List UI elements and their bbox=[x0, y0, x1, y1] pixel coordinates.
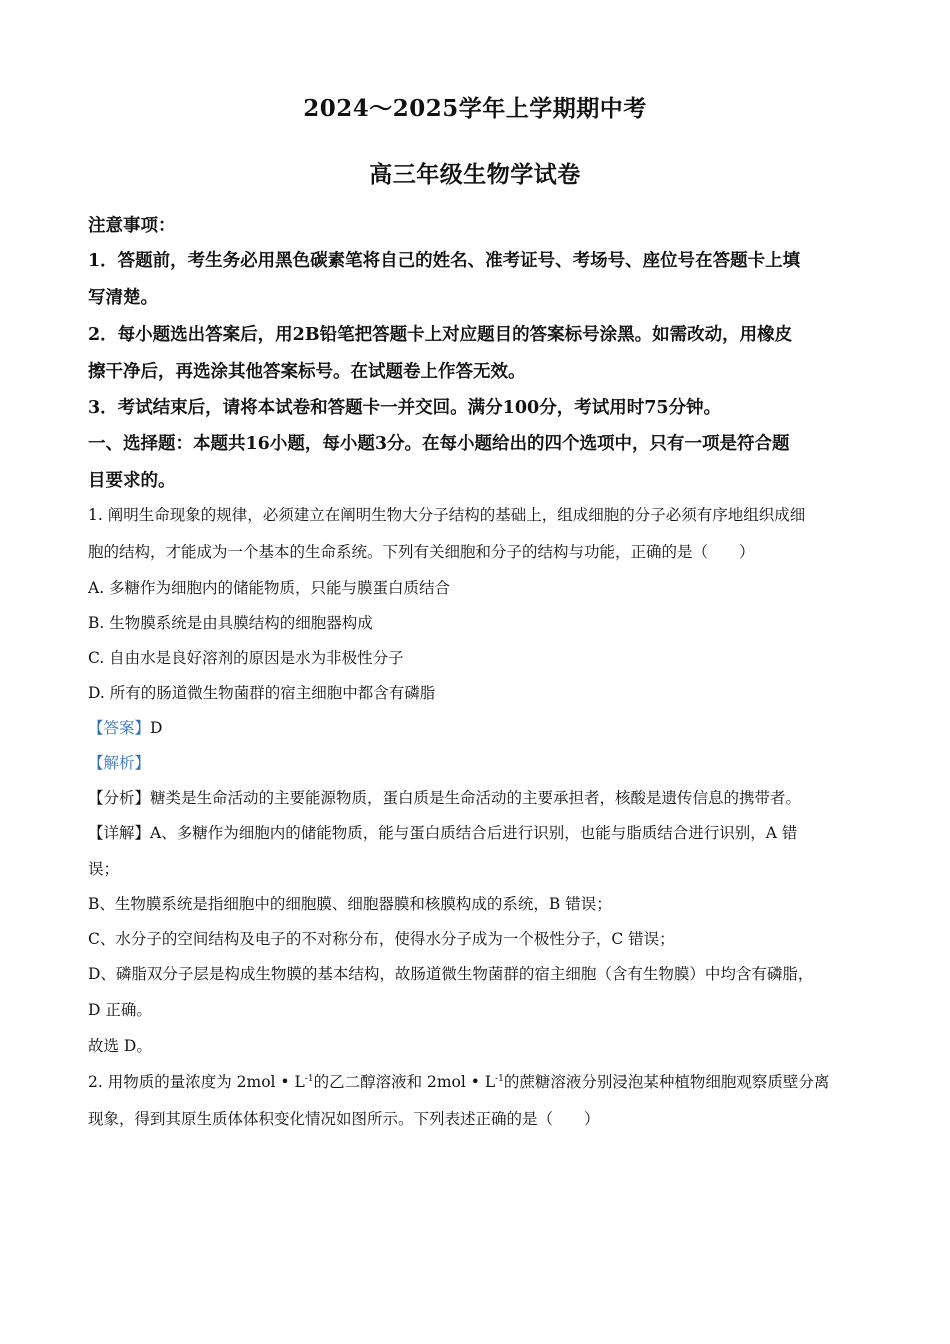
q2-superscript-1: -1 bbox=[304, 1074, 314, 1084]
q2-stem-part2: 的乙二醇溶液和 2mol • L bbox=[313, 1073, 496, 1091]
notice-item-2: 2．每小题选出答案后，用2B铅笔把答题卡上对应题目的答案标号涂黑。如需改动，用橡皮 bbox=[88, 325, 793, 345]
question-2-stem bbox=[88, 1070, 868, 1092]
notice-item-1: 1．答题前，考生务必用黑色碳素笔将自己的姓名、准考证号、考场号、座位号在答题卡上填 bbox=[88, 251, 801, 271]
exam-title: 2024～2025学年上学期期中考 bbox=[303, 95, 647, 122]
option-a: A. 多糖作为细胞内的储能物质，只能与膜蛋白质结合 bbox=[88, 579, 451, 597]
notice-item-3: 3．考试结束后，请将本试卷和答题卡一并交回。满分100分，考试用时75分钟。 bbox=[88, 398, 722, 418]
question-1-stem: 1. 阐明生命现象的规律，必须建立在阐明生物大分子结构的基础上，组成细胞的分子必须有序地组织成细 bbox=[88, 506, 806, 524]
q2-stem-part1: 2. 用物质的量浓度为 2mol • L bbox=[88, 1073, 305, 1091]
detail-d: D、磷脂双分子层是构成生物膜的基本结构，故肠道微生物菌群的宿主细胞（含有生物膜）中均含有磷脂， bbox=[88, 965, 814, 983]
answer-line bbox=[88, 716, 868, 738]
question-1-stem-cont: 胞的结构，才能成为一个基本的生命系统。下列有关细胞和分子的结构与功能，正确的是（ ） bbox=[88, 543, 755, 561]
detail-a-cont: 误； bbox=[88, 860, 120, 878]
detail-c: C、水分子的空间结构及电子的不对称分布，使得水分子成为一个极性分子，C 错误； bbox=[88, 930, 675, 948]
notice-item-1-cont: 写清楚。 bbox=[88, 288, 158, 308]
detail-b: B、生物膜系统是指细胞中的细胞膜、细胞器膜和核膜构成的系统，B 错误； bbox=[88, 895, 612, 913]
analysis-summary: 【分析】糖类是生命活动的主要能源物质，蛋白质是生命活动的主要承担者，核酸是遗传信息的携带者。 bbox=[88, 789, 802, 807]
option-d: D. 所有的肠道微生物菌群的宿主细胞中都含有磷脂 bbox=[88, 684, 436, 702]
conclusion: 故选 D。 bbox=[88, 1037, 152, 1055]
notice-heading: 注意事项： bbox=[88, 216, 176, 236]
section-heading: 一、选择题：本题共16小题，每小题3分。在每小题给出的四个选项中，只有一项是符合题 bbox=[88, 434, 790, 454]
answer-value: D bbox=[150, 719, 163, 737]
answer-tag: 【答案】 bbox=[88, 719, 151, 737]
q2-superscript-2: -1 bbox=[495, 1074, 504, 1084]
option-b: B. 生物膜系统是由具膜结构的细胞器构成 bbox=[88, 614, 373, 632]
section-heading-cont: 目要求的。 bbox=[88, 471, 176, 491]
question-2-stem-cont: 现象，得到其原生质体体积变化情况如图所示。下列表述正确的是（ ） bbox=[88, 1110, 600, 1128]
q2-stem-part3: 的蔗糖溶液分别浸泡某种植物细胞观察质壁分离 bbox=[503, 1073, 830, 1091]
detail-a: 【详解】A、多糖作为细胞内的储能物质，能与蛋白质结合后进行识别，也能与脂质结合进行识别，A 错 bbox=[88, 824, 798, 842]
analysis-tag: 【解析】 bbox=[88, 754, 151, 772]
notice-item-2-cont: 擦干净后，再选涂其他答案标号。在试题卷上作答无效。 bbox=[88, 362, 526, 382]
detail-d-cont: D 正确。 bbox=[88, 1001, 152, 1019]
option-c: C. 自由水是良好溶剂的原因是水为非极性分子 bbox=[88, 649, 404, 667]
exam-subtitle: 高三年级生物学试卷 bbox=[369, 161, 581, 188]
